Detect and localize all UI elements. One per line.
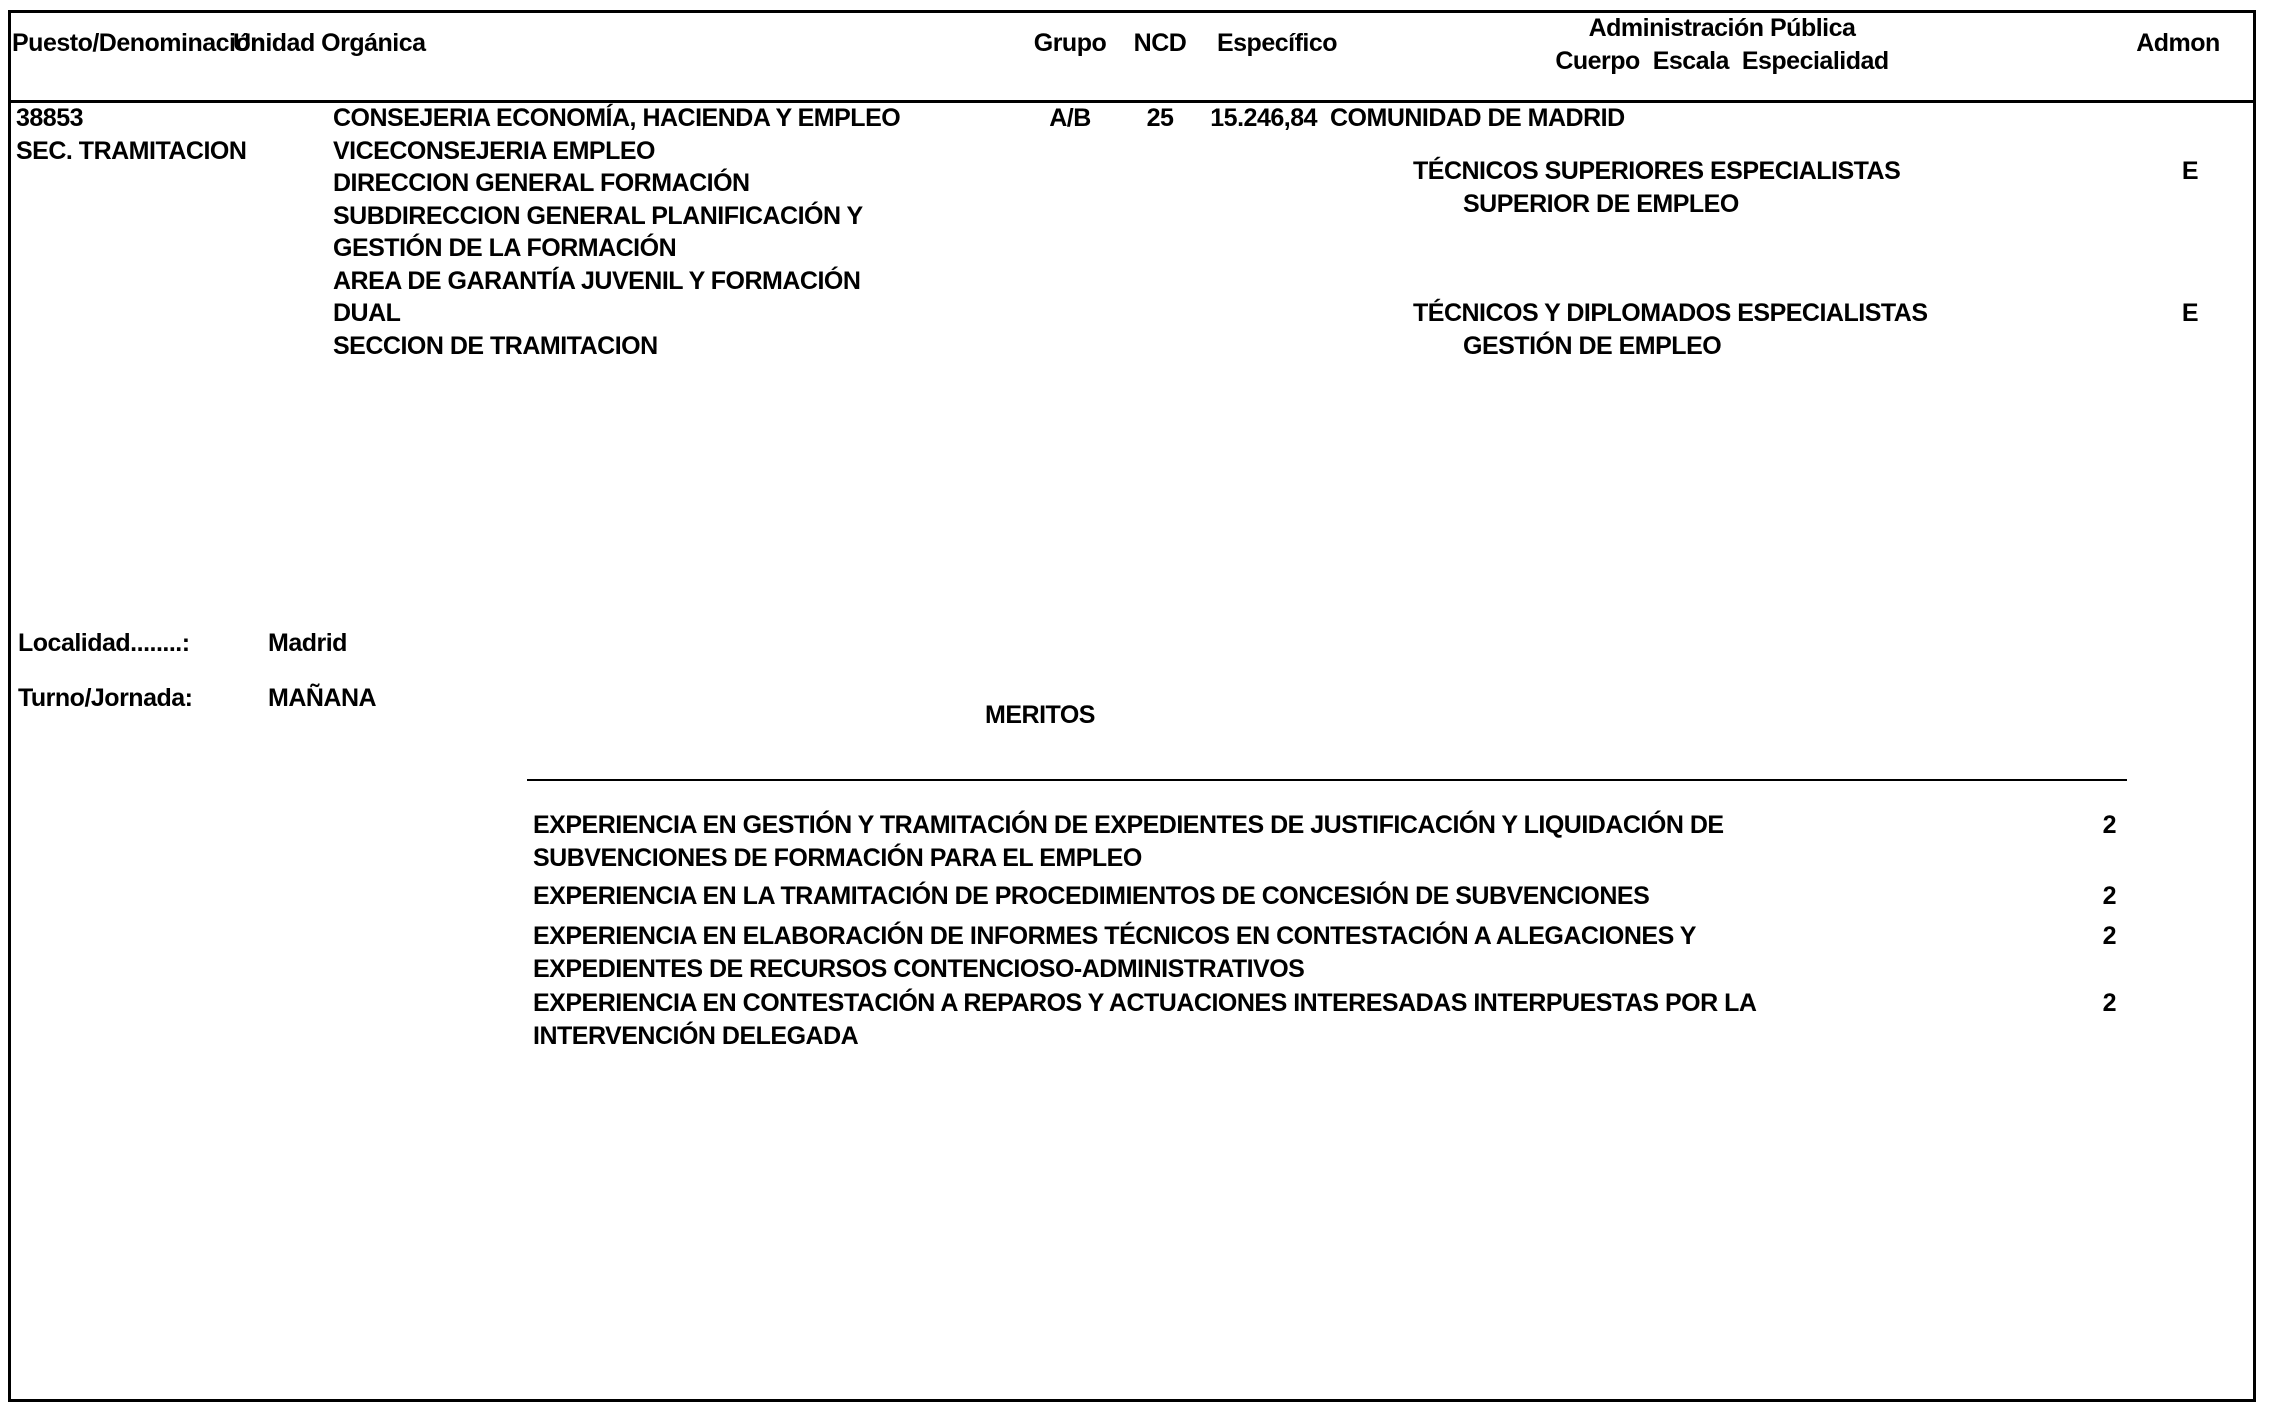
admon-value: E [2181,299,2199,327]
cuerpo-name: TÉCNICOS Y DIPLOMADOS ESPECIALISTAS [1413,299,1928,327]
admon-value: E [2181,157,2199,185]
puesto-cell [16,102,246,167]
column-header-especifico: Específico [1216,29,1338,57]
merito-puntos: 2 [2102,989,2116,1017]
merito-text-line: EXPEDIENTES DE RECURSOS CONTENCIOSO-ADMINISTRATIVOS [533,954,1305,983]
unidad-organica-line: VICECONSEJERIA EMPLEO [333,136,655,165]
merito-text-line: INTERVENCIÓN DELEGADA [533,1021,859,1050]
turno-jornada-value: MAÑANA [268,684,377,712]
unidad-organica-line: GESTIÓN DE LA FORMACIÓN [333,234,677,262]
column-header-unidad: Unidad Orgánica [233,29,426,57]
merito-puntos: 2 [2102,882,2116,910]
puesto-denominacion: SEC. TRAMITACION [16,136,247,165]
especifico-value: 15.246,84 [1210,104,1317,132]
localidad-label: Localidad........: [18,629,190,657]
unidad-organica-line: DIRECCION GENERAL FORMACIÓN [333,169,750,197]
cuerpo-entry [1413,297,1928,362]
merito-item [533,920,1953,985]
column-header-cuerpo-escala-especialidad: Cuerpo Escala Especialidad [1555,46,1889,75]
merito-puntos: 2 [2102,922,2116,950]
unidad-organica-cell [333,102,900,362]
unidad-organica-line: AREA DE GARANTÍA JUVENIL Y FORMACIÓN [333,266,861,295]
merito-text-line: EXPERIENCIA EN LA TRAMITACIÓN DE PROCEDIMIENTOS DE CONCESIÓN DE SUBVENCIONES [533,882,1650,910]
column-header-grupo: Grupo [1033,29,1107,57]
meritos-title: MERITOS [985,701,1095,729]
grupo-value: A/B [1049,104,1091,132]
ncd-value: 25 [1146,104,1174,132]
especialidad-name: GESTIÓN DE EMPLEO [1463,331,1722,360]
unidad-organica-line: DUAL [333,299,401,327]
column-header-admon: Admon [2136,29,2220,57]
column-header-ncd: NCD [1133,29,1187,57]
merito-text-line: EXPERIENCIA EN CONTESTACIÓN A REPAROS Y ACTUACIONES INTERESADAS INTERPUESTAS POR LA [533,989,1757,1017]
merito-item [533,809,1953,874]
especialidad-name: SUPERIOR DE EMPLEO [1463,189,1739,218]
unidad-organica-line: CONSEJERIA ECONOMÍA, HACIENDA Y EMPLEO [333,104,901,132]
merito-puntos: 2 [2102,811,2116,839]
merito-text-line: EXPERIENCIA EN GESTIÓN Y TRAMITACIÓN DE EXPEDIENTES DE JUSTIFICACIÓN Y LIQUIDACIÓN DE [533,811,1724,839]
merito-text-line: SUBVENCIONES DE FORMACIÓN PARA EL EMPLEO [533,843,1142,872]
merito-text-line: EXPERIENCIA EN ELABORACIÓN DE INFORMES TÉCNICOS EN CONTESTACIÓN A ALEGACIONES Y [533,922,1696,950]
turno-jornada-label: Turno/Jornada: [18,684,193,712]
merito-item [533,880,1953,913]
column-header-administracion [1520,12,1924,77]
column-header-puesto: Puesto/Denominación [12,29,266,57]
unidad-organica-line: SECCION DE TRAMITACION [333,331,658,360]
cuerpo-name: TÉCNICOS SUPERIORES ESPECIALISTAS [1413,157,1901,185]
localidad-value: Madrid [268,629,347,657]
column-header-administracion-publica: Administración Pública [1588,14,1856,42]
cuerpo-entry [1413,155,1900,220]
puesto-codigo: 38853 [16,104,84,132]
administracion-publica-value: COMUNIDAD DE MADRID [1330,104,1625,132]
meritos-separator-line [527,779,2127,781]
unidad-organica-line: SUBDIRECCION GENERAL PLANIFICACIÓN Y [333,201,863,230]
merito-item [533,987,1953,1052]
